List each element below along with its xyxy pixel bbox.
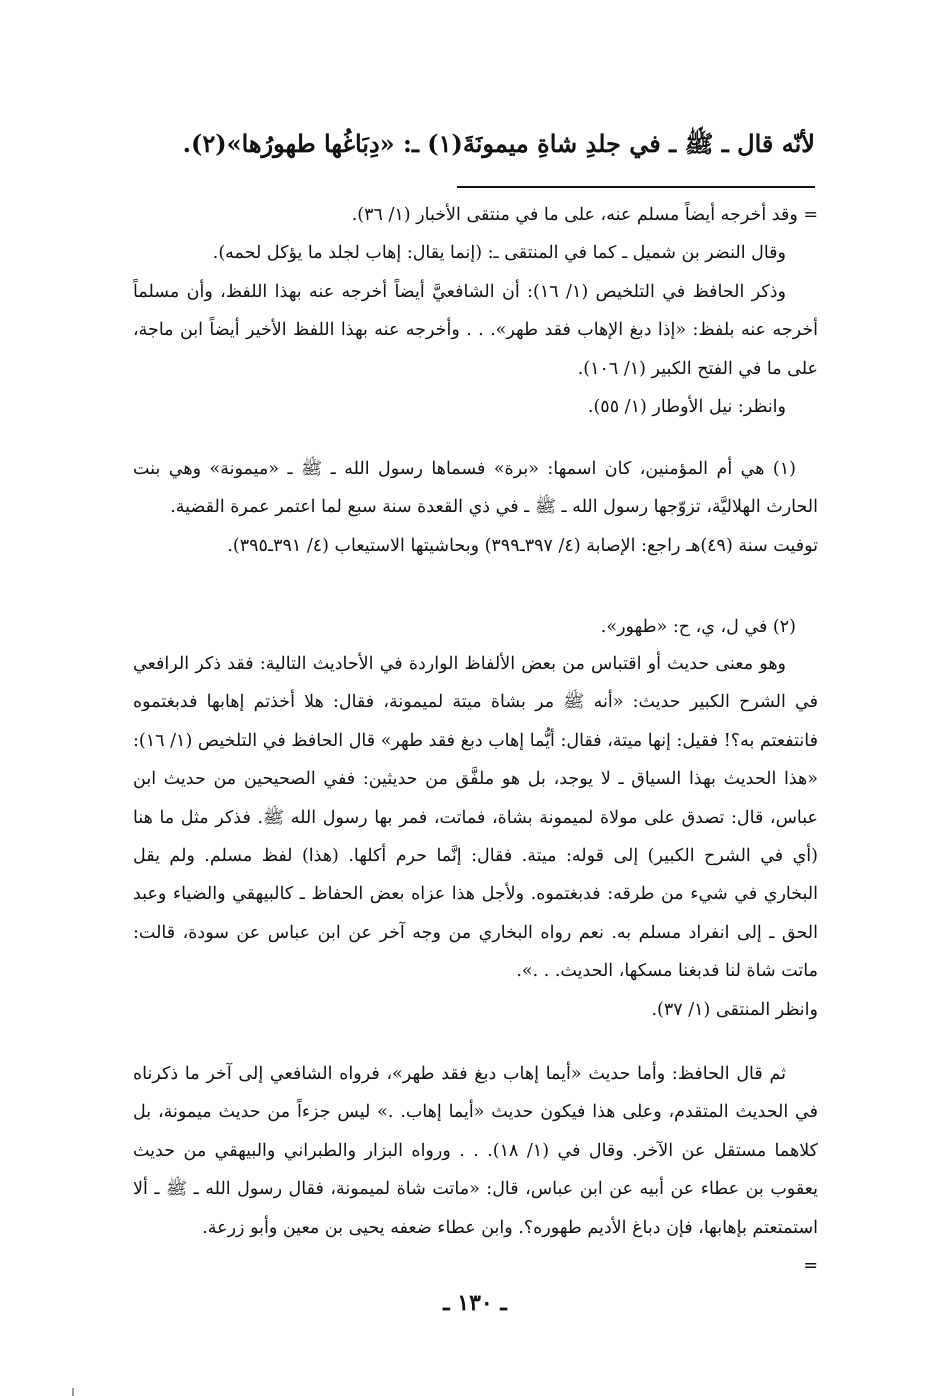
footnote-paragraph: = وقد أخرجه أيضاً مسلم عنه، على ما في منتقى الأخبار (١/ ٣٦). (351, 205, 818, 225)
footnote-separator (457, 186, 815, 188)
footnote-paragraph: وقال النضر بن شميل ـ كما في المنتقى ـ: (إنما يقال: إهاب لجلد ما يؤكل لحمه). (212, 243, 786, 264)
footnote-2-hafiz (133, 1055, 818, 1285)
footnote-paragraph: (١) هي أم المؤمنين، كان اسمها: «برة» فسماها رسول الله ـ ﷺ ـ «ميمونة» وهي بنت الحارث الهلاليَّة، تزوّجها رسول الله ـ ﷺ ـ في ذي القعدة سنة سبع لما اعتمر عمرة القضية. (133, 459, 818, 518)
footnote-2 (133, 608, 818, 646)
footnote-paragraph: وانظر: نيل الأوطار (١/ ٥٥). (587, 397, 786, 418)
footnote-paragraph: ثم قال الحافظ: وأما حديث «أيما إهاب دبغ فقد طهر»، فرواه الشافعي إلى آخر ما ذكرناه في الحديث المتقدم، وعلى هذا فيكون حديث «أيما إهاب. .» ليس جزءاً من حديث ميمونة، بل كلاهما مستقل عن الآخر. وقال في (١/ ١٨). . . ورواه البزار والطبراني والبيهقي من حديث يعقوب بن عطاء عن أبيه عن ابن عباس، قال: «ماتت شاة لميمونة، فقال رسول الله ـ ﷺ ـ ألا استمتعتم بإهابها، فإن دباغ الأديم طهوره؟. وابن عطاء ضعفه يحيى بن معين وأبو زرعة. (133, 1064, 818, 1238)
footnote-paragraph: وذكر الحافظ في التلخيص (١/ ١٦): أن الشافعيَّ أيضاً أخرجه عنه بهذا اللفظ، وأن مسلماً أخرجه عنه بلفظ: «إذا دبغ الإهاب فقد طهر». . . وأخرجه عنه بهذا اللفظ الأخير أيضاً ابن ماجة، على ما في الفتح الكبير (١/ ١٠٦). (133, 281, 818, 379)
footnote-paragraph: وهو معنى حديث أو اقتباس من بعض الألفاظ الواردة في الأحاديث التالية: فقد ذكر الرافعي في الشرح الكبير حديث: «أنه ﷺ مر بشاة ميتة لميمونة، فقال: هلا أخذتم إهابها فدبغتموه فانتفعتم به؟! فقيل: إنها ميتة، فقال: أيُّما إهاب دبغ فقد طهر» قال الحافظ في التلخيص (١/ ١٦): «هذا الحديث بهذا السياق ـ لا يوجد، بل هو ملفَّق من حديثين: ففي الصحيحين من حديث ابن عباس، قال: تصدق على مولاة لميمونة بشاة، فماتت، فمر بها رسول الله ﷺ. فذكر مثل ما هنا (أي في الشرح الكبير) إلى قوله: ميتة. فقال: إنَّما حرم أكلها. (هذا) لفظ مسلم. ولم يقل البخاري في شيء من طرقه: فدبغتموه. ولأجل هذا عزاه بعض الحفاظ ـ كالبيهقي والضياء وعبد الحق ـ إلى انفراد مسلم به. نعم رواه البخاري من وجه آخر عن ابن عباس عن سودة، قالت: ماتت شاة لنا فدبغنا مسكها، الحديث. . .». (133, 654, 818, 982)
footnote-paragraph: وانظر المنتقى (١/ ٣٧). (651, 999, 818, 1020)
footnote-1 (133, 450, 818, 565)
equals-mark: = (803, 1256, 818, 1277)
page-number: ـ ١٣٠ ـ (443, 1290, 507, 1316)
footnote-paragraph: (٢) في ل، ي، ح: «طهور». (600, 617, 796, 637)
footnote-2-commentary (133, 645, 818, 1029)
footnote-continuation (133, 196, 818, 426)
continuation-marker (133, 1247, 818, 1285)
footnote-paragraph: توفيت سنة (٤٩)هـ راجع: الإصابة (٤/ ٣٩٧ـ٣٩٩) وبحاشيتها الاستيعاب (٤/ ٣٩١ـ٣٩٥). (227, 535, 818, 556)
main-text-line: لأنّه قال ـ ﷺ ـ في جلدِ شاةِ ميمونَةَ(١) ـ: «دِبَاغُها طهورُها»(٢). (182, 129, 815, 158)
scan-speck (72, 1388, 74, 1396)
